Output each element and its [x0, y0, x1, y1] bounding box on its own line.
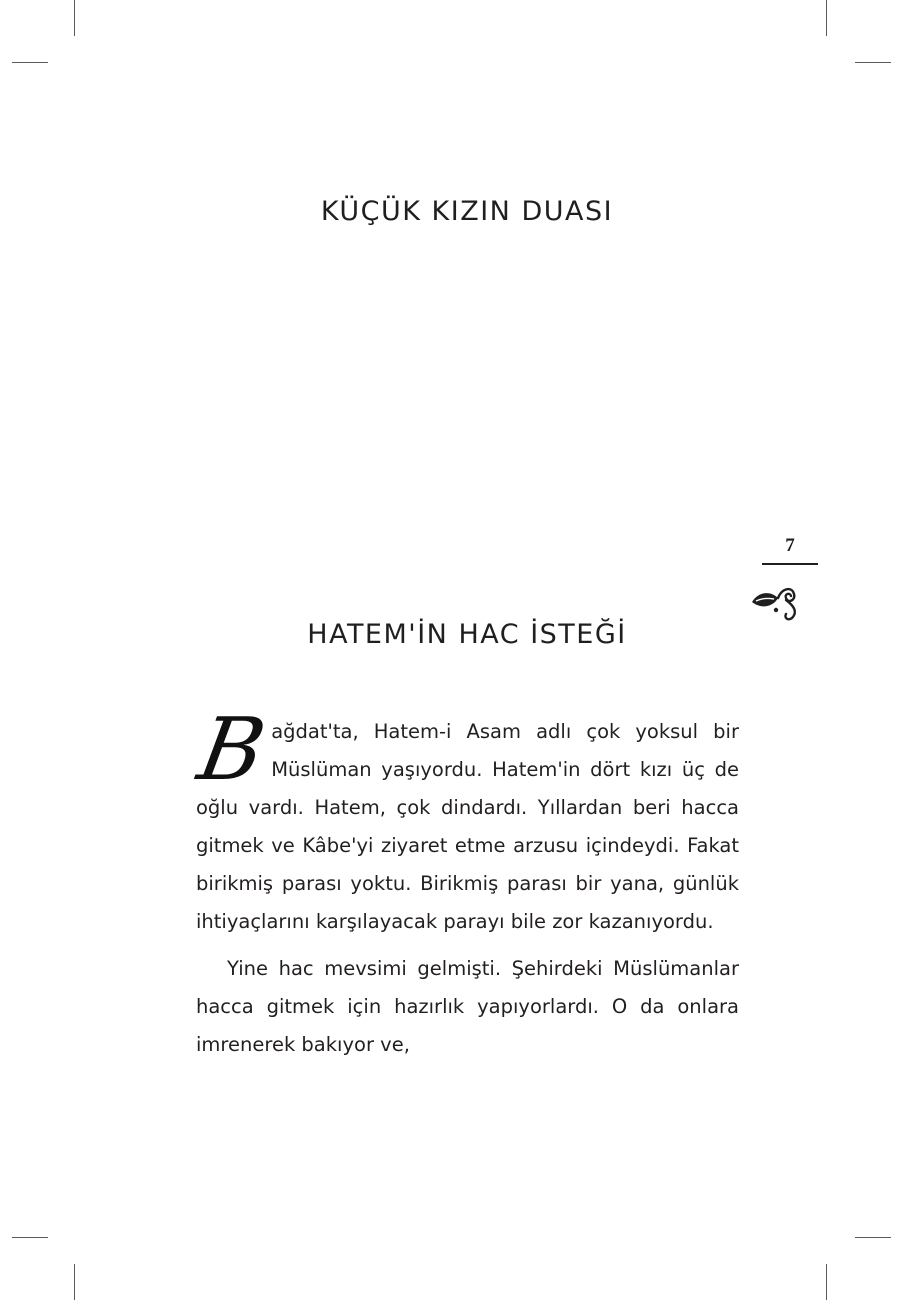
page-number: 7 — [785, 535, 795, 556]
crop-mark-top-right-horizontal — [855, 62, 891, 63]
page-number-rule — [762, 563, 818, 565]
paragraph-1-text: ağdat'ta, Hatem-i Asam adlı çok yoksul bir Müslüman yaşıyordu. Hatem'in dört kızı üç de oğlu vardı. Hatem, çok dindardı. Yıllardan beri hacca gitmek ve Kâbe'yi ziyaret etme arzusu içindeydi. Fakat birikmiş parası yoktu. Birikmiş parası bir yana, günlük ihtiyaçlarını karşılayacak parayı bile zor kazanıyordu. — [196, 720, 739, 933]
paragraph-1 — [191, 700, 739, 941]
crop-mark-bottom-right-horizontal — [855, 1237, 891, 1238]
crop-mark-top-left-horizontal — [12, 62, 48, 63]
drop-cap: B — [191, 700, 273, 800]
section-title: HATEM'İN HAC İSTEĞİ — [307, 619, 627, 650]
crop-mark-top-right-vertical — [826, 0, 827, 36]
crop-mark-bottom-right-vertical — [826, 1264, 827, 1300]
crop-mark-bottom-left-horizontal — [12, 1237, 48, 1238]
paragraph-2: Yine hac mevsimi gelmişti. Şehirdeki Müslümanlar hacca gitmek için hazırlık yapıyorlardı. O da onlara imrenerek bakıyor ve, — [196, 957, 739, 1056]
crop-mark-bottom-left-vertical — [74, 1264, 75, 1300]
crop-mark-top-left-vertical — [74, 0, 75, 36]
chapter-title: KÜÇÜK KIZIN DUASI — [320, 196, 614, 227]
body-text — [191, 700, 739, 1064]
leaf-flourish-ornament-icon — [748, 578, 808, 622]
